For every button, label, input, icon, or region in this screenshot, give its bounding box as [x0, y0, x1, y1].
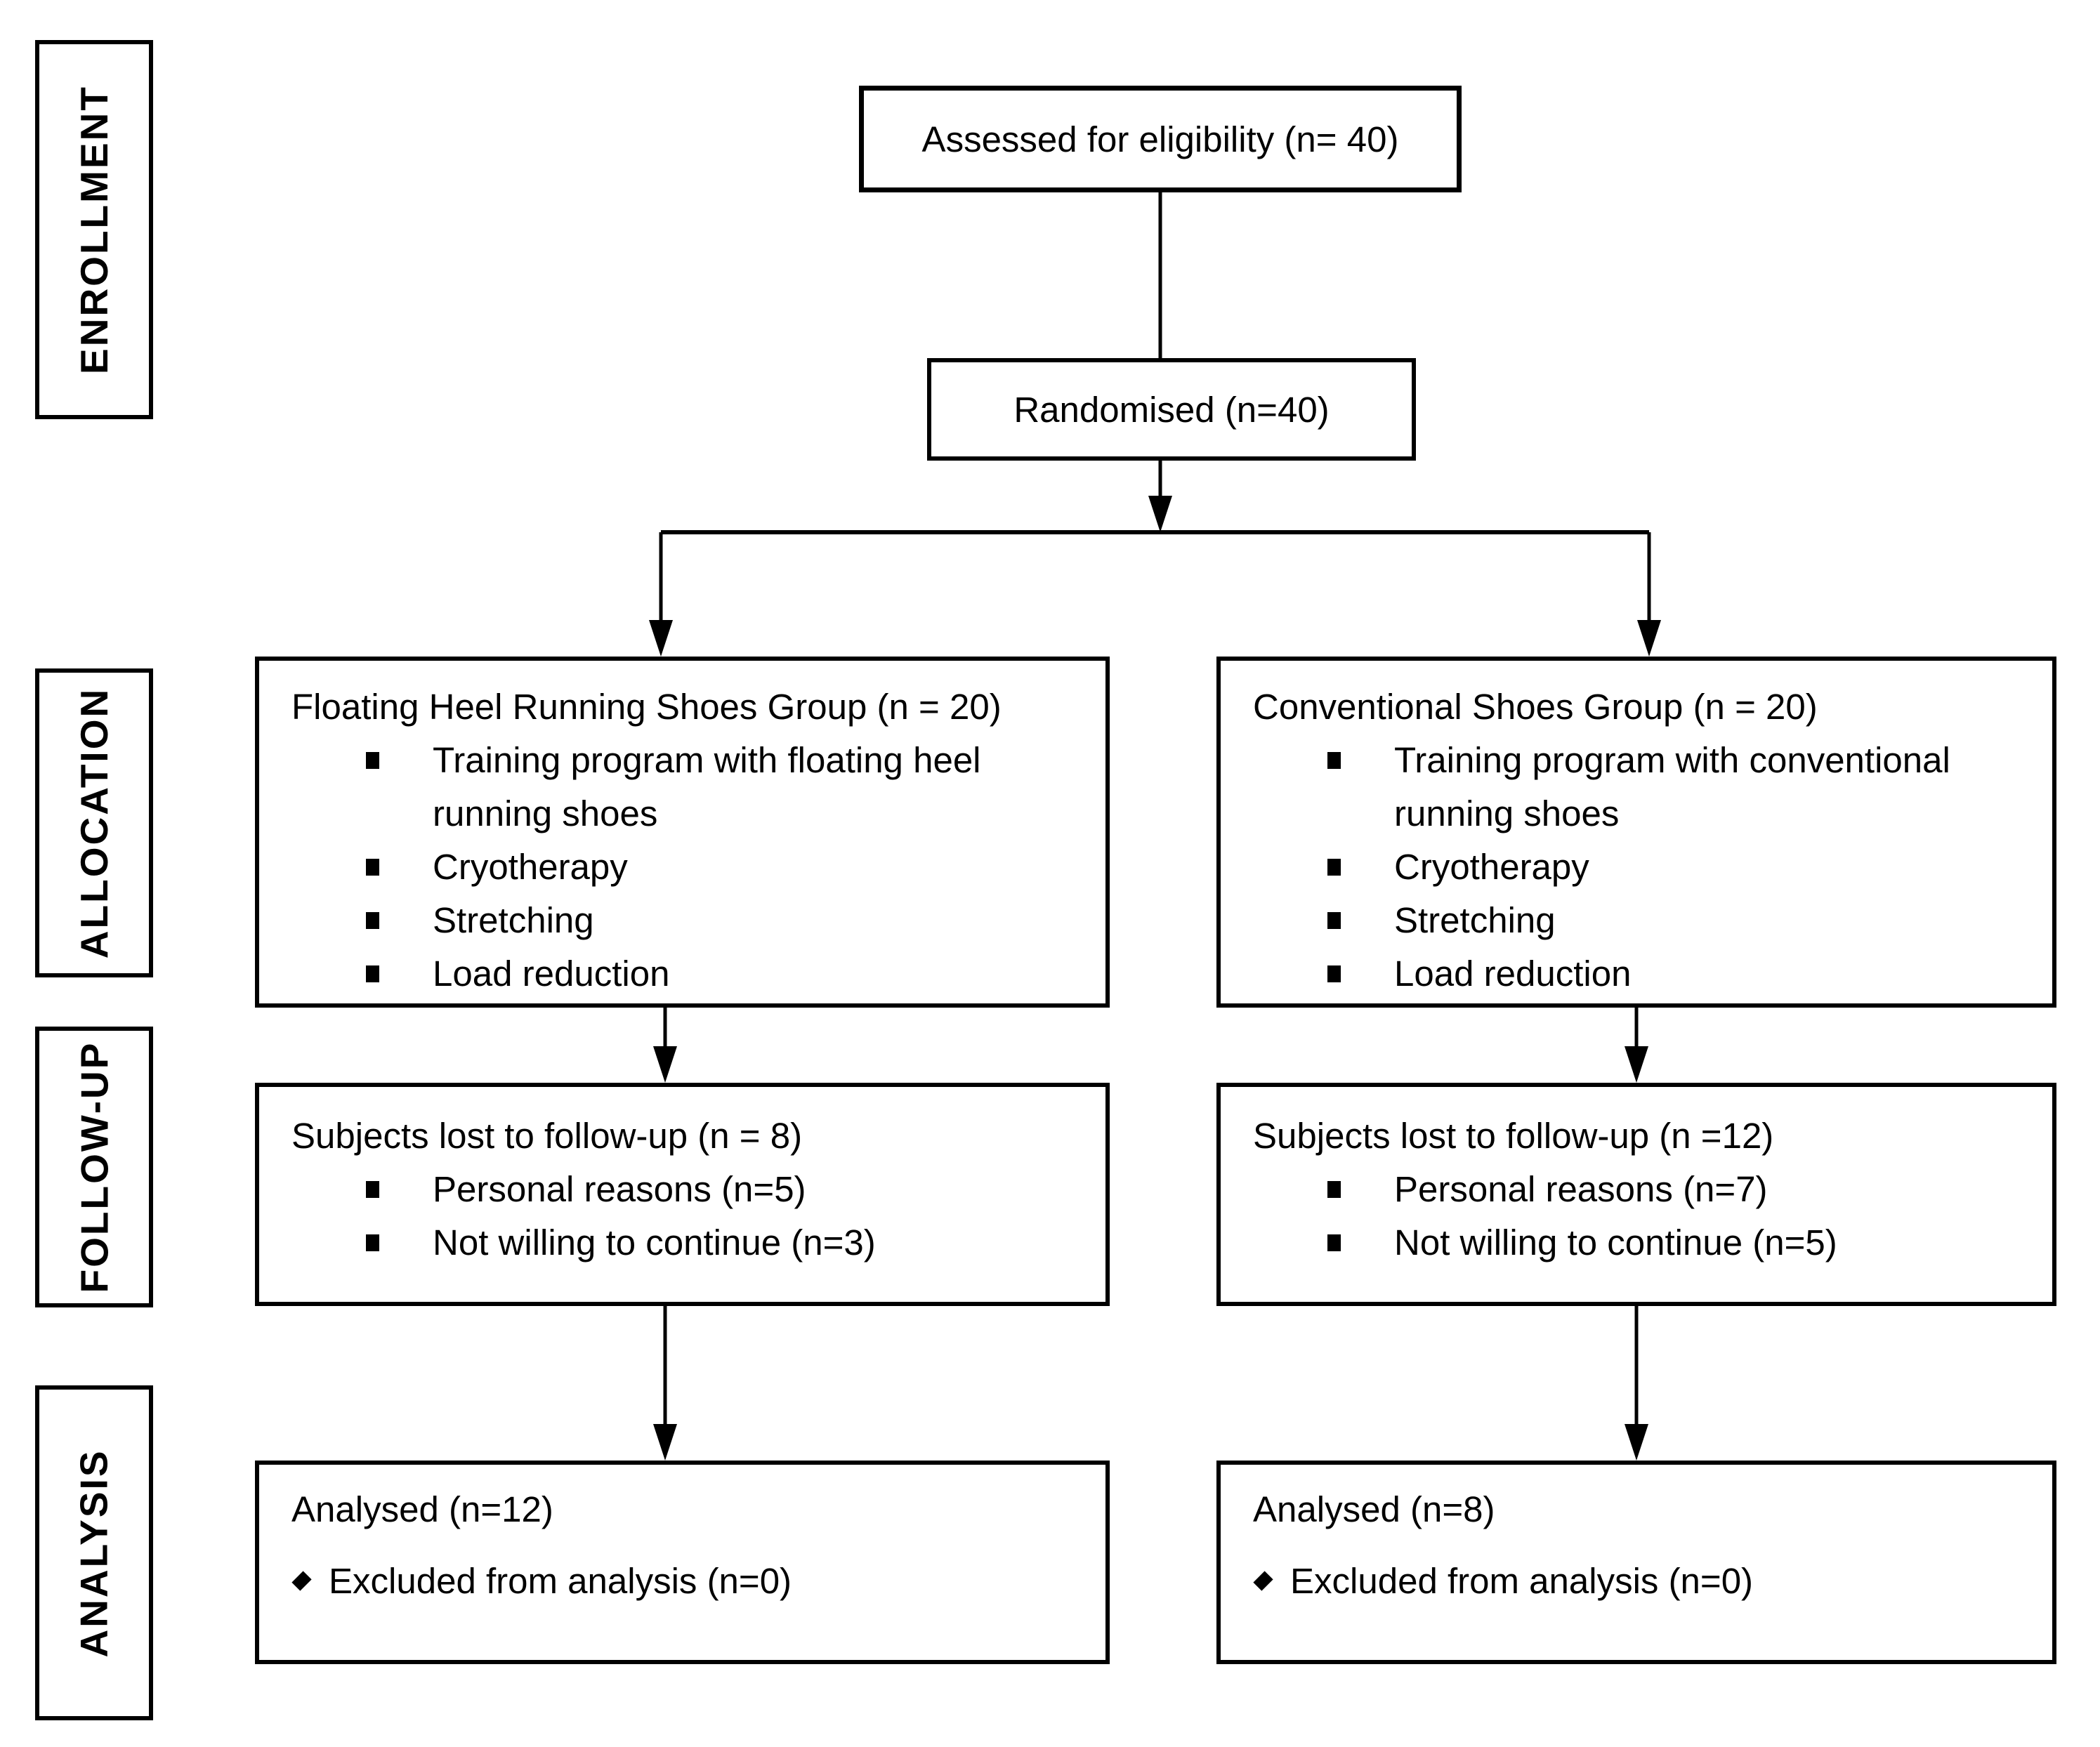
bullet-text: Excluded from analysis (n=0) — [329, 1561, 792, 1601]
assessed-box — [859, 86, 1462, 192]
square-bullet-icon — [1327, 752, 1341, 769]
arrowhead-icon — [1637, 620, 1661, 657]
stage-box-allocation — [35, 668, 153, 977]
square-bullet-icon — [366, 1181, 379, 1198]
allocation-right-title: Conventional Shoes Group (n = 20) — [1253, 687, 1818, 727]
arrowhead-icon — [1625, 1046, 1648, 1083]
bullet-item — [1253, 1555, 2033, 1608]
bullet-text: Excluded from analysis (n=0) — [1290, 1561, 1754, 1601]
square-bullet-icon — [366, 752, 379, 769]
stage-box-analysis — [35, 1385, 153, 1720]
stage-box-enrollment — [35, 40, 153, 419]
arrowhead-icon — [653, 1046, 677, 1083]
arrowhead-icon — [649, 620, 673, 657]
bullet-item — [1253, 840, 2033, 894]
square-bullet-icon — [366, 1234, 379, 1251]
bullet-item — [1253, 947, 2033, 1001]
bullet-text: Personal reasons (n=5) — [433, 1169, 806, 1209]
bullet-text: Stretching — [433, 900, 594, 940]
bullet-text: Load reduction — [433, 954, 670, 994]
bullet-item — [291, 1163, 1086, 1216]
stage-label-enrollment: ENROLLMENT — [72, 85, 117, 374]
allocation-left-title: Floating Heel Running Shoes Group (n = 20) — [291, 687, 1002, 727]
allocation-left-box — [255, 657, 1110, 1008]
randomised-box — [927, 358, 1416, 461]
followup-left-title: Subjects lost to follow-up (n = 8) — [291, 1116, 803, 1156]
square-bullet-icon — [1327, 1181, 1341, 1198]
bullet-text: Training program with conventional running shoes — [1394, 740, 1950, 833]
arrowhead-icon — [653, 1424, 677, 1461]
bullet-text: Cryotherapy — [433, 847, 628, 887]
bullet-text: Load reduction — [1394, 954, 1632, 994]
bullet-text: Stretching — [1394, 900, 1556, 940]
bullet-item — [291, 947, 1086, 1001]
stage-label-followup: FOLLOW-UP — [72, 1041, 117, 1293]
square-bullet-icon — [366, 859, 379, 876]
square-bullet-icon — [1327, 912, 1341, 929]
bullet-item — [291, 1216, 1086, 1270]
square-bullet-icon — [1327, 859, 1341, 876]
bullet-item — [291, 894, 1086, 947]
bullet-item — [1253, 1216, 2033, 1270]
randomised-text: Randomised (n=40) — [1013, 389, 1330, 430]
analysis-left-title: Analysed (n=12) — [291, 1489, 553, 1529]
arrowhead-icon — [1625, 1424, 1648, 1461]
bullet-item — [1253, 734, 2033, 840]
bullet-item — [1253, 1163, 2033, 1216]
bullet-item — [291, 840, 1086, 894]
bullet-text: Cryotherapy — [1394, 847, 1589, 887]
followup-right-box — [1216, 1083, 2056, 1306]
stage-box-followup — [35, 1027, 153, 1307]
analysis-right-box — [1216, 1461, 2056, 1664]
square-bullet-icon — [1327, 1234, 1341, 1251]
analysis-left-box — [255, 1461, 1110, 1664]
bullet-text: Training program with floating heel running shoes — [433, 740, 981, 833]
analysis-right-title: Analysed (n=8) — [1253, 1489, 1495, 1529]
stage-label-allocation: ALLOCATION — [72, 687, 116, 959]
stage-label-analysis: ANALYSIS — [72, 1448, 117, 1658]
bullet-item — [291, 1555, 1086, 1608]
followup-left-box — [255, 1083, 1110, 1306]
bullet-text: Personal reasons (n=7) — [1394, 1169, 1768, 1209]
allocation-right-box — [1216, 657, 2056, 1008]
square-bullet-icon — [366, 965, 379, 982]
followup-right-title: Subjects lost to follow-up (n =12) — [1253, 1116, 1774, 1156]
square-bullet-icon — [1327, 965, 1341, 982]
diamond-bullet-icon — [1253, 1571, 1273, 1590]
bullet-item — [1253, 894, 2033, 947]
diamond-bullet-icon — [291, 1571, 311, 1590]
arrowhead-icon — [1148, 496, 1172, 532]
bullet-item — [291, 734, 1086, 840]
square-bullet-icon — [366, 912, 379, 929]
bullet-text: Not willing to continue (n=5) — [1394, 1222, 1837, 1263]
assessed-text: Assessed for eligibility (n= 40) — [921, 119, 1399, 159]
bullet-text: Not willing to continue (n=3) — [433, 1222, 876, 1263]
